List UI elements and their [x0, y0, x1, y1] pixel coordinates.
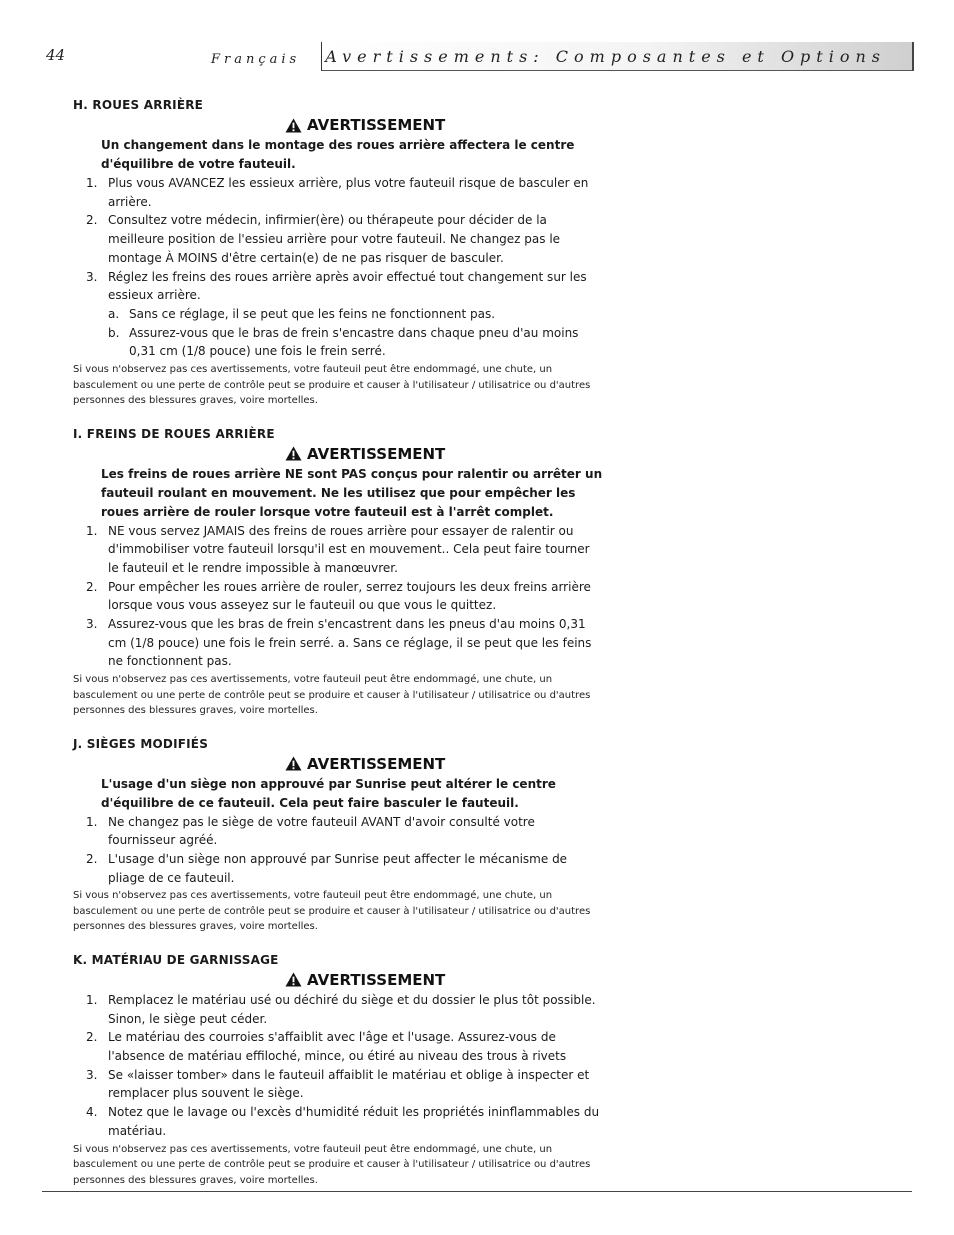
list-item-number: 2. — [86, 579, 98, 594]
list-item-number: 2. — [86, 852, 98, 867]
list-item-number: 2. — [86, 213, 98, 228]
section-title: H. ROUES ARRIÈRE — [73, 98, 204, 112]
list-item — [73, 813, 603, 850]
sub-list — [108, 305, 603, 361]
warning-triangle-icon — [285, 755, 302, 772]
list-item-text: Assurez-vous que les bras de frein s'encastrent dans les pneus d'au moins 0,31 cm (1/8 pouce) une fois le frein serré. a. Sans ce réglage, il se peut que les feins ne fonctionnent pas. — [108, 617, 592, 669]
list-item-text: Se «laisser tomber» dans le fauteuil affaiblit le matériau et oblige à inspecter et remplacer plus souvent le siège. — [108, 1067, 590, 1101]
list-item-text: Plus vous AVANCEZ les essieux arrière, plus votre fauteuil risque de basculer en arrière. — [108, 176, 589, 209]
section-spacer — [73, 409, 603, 425]
list-item-number: 1. — [86, 992, 98, 1007]
warning-header — [285, 969, 603, 991]
warning-header — [285, 443, 603, 465]
consequence-note: Si vous n'observez pas ces avertissements, votre fauteuil peut être endommagé, une chute, un basculement ou une perte de contrôle peut se produire et causer à l'utilisateur / utilisatrice ou d'autres personnes des blessures graves, voire mortelles. — [73, 890, 591, 933]
section — [73, 935, 603, 1188]
warning-text: Un changement dans le montage des roues arrière affectera le centre d'équilibre de votre fauteuil. — [101, 138, 575, 171]
warning-text: L'usage d'un siège non approuvé par Sunrise peut altérer le centre d'équilibre de ce fauteuil. Cela peut faire basculer le fauteuil. — [101, 776, 556, 810]
section — [73, 96, 603, 409]
consequence-note: Si vous n'observez pas ces avertissements, votre fauteuil peut être endommagé, une chute, un basculement ou une perte de contrôle peut se produire et causer à l'utilisateur / utilisatrice ou d'autres personnes des blessures graves, voire mortelles. — [73, 364, 591, 407]
list-item-text: Notez que le lavage ou l'excès d'humidité réduit les propriétés ininflammables du matériau. — [108, 1105, 600, 1138]
sub-item-text: Sans ce réglage, il se peut que les feins ne fonctionnent pas. — [129, 306, 496, 321]
list-item — [73, 522, 603, 578]
list-item-number: 3. — [86, 269, 98, 284]
list-item-text: Réglez les freins des roues arrière après avoir effectué tout changement sur les essieux arrière. — [108, 269, 587, 303]
consequence-note: Si vous n'observez pas ces avertissements, votre fauteuil peut être endommagé, une chute, un basculement ou une perte de contrôle peut se produire et causer à l'utilisateur / utilisatrice ou d'autres personnes des blessures graves, voire mortelles. — [73, 1143, 591, 1186]
warning-list — [73, 522, 603, 672]
section-spacer — [73, 935, 603, 951]
warning-header — [285, 114, 603, 136]
list-item-text: NE vous servez JAMAIS des freins de roues arrière pour essayer de ralentir ou d'immobiliser votre fauteuil lorsqu'il est en mouvement.. Cela peut faire tourner le fauteuil et le rendre impossible à manœuvrer. — [108, 523, 590, 575]
list-item — [73, 578, 603, 615]
list-item — [73, 268, 603, 362]
sub-list-item — [108, 305, 603, 324]
main-content — [73, 96, 603, 1188]
list-item-text: Remplacez le matériau usé ou déchiré du siège et du dossier le plus tôt possible. Sinon, le siège peut céder. — [108, 992, 596, 1026]
list-item-text: Le matériau des courroies s'affaiblit avec l'âge et l'usage. Assurez-vous de l'absence de matériau effiloché, mince, ou étiré au niveau des trous à rivets — [108, 1030, 567, 1064]
section-title: J. SIÈGES MODIFIÉS — [73, 736, 209, 751]
warning-list — [73, 174, 603, 361]
list-item-number: 1. — [86, 814, 98, 829]
section — [73, 409, 603, 719]
list-item — [73, 615, 603, 671]
warning-list — [73, 991, 603, 1141]
warning-label: AVERTISSEMENT — [307, 116, 446, 134]
list-item-number: 2. — [86, 1030, 98, 1045]
header-title: Avertissements: Composantes et Options — [325, 47, 886, 66]
sub-item-letter: a. — [108, 306, 120, 321]
list-item-number: 4. — [86, 1105, 98, 1120]
list-item — [73, 850, 603, 887]
section-title: K. MATÉRIAU DE GARNISSAGE — [73, 952, 279, 967]
list-item — [73, 1028, 603, 1065]
list-item-number: 1. — [86, 176, 98, 190]
list-item-number: 3. — [86, 617, 98, 632]
list-item — [73, 1103, 603, 1140]
sub-item-letter: b. — [108, 325, 120, 340]
header-title-band — [322, 42, 914, 71]
warning-triangle-icon — [285, 971, 302, 988]
list-item-number: 3. — [86, 1067, 98, 1082]
warning-triangle-icon — [285, 117, 302, 134]
warning-triangle-icon — [285, 445, 302, 462]
warning-label: AVERTISSEMENT — [307, 754, 446, 773]
list-item-text: L'usage d'un siège non approuvé par Sunrise peut affecter le mécanisme de pliage de ce fauteuil. — [108, 852, 568, 885]
list-item — [73, 991, 603, 1028]
warning-label: AVERTISSEMENT — [307, 970, 446, 989]
section — [73, 719, 603, 935]
list-item-text: Consultez votre médecin, infirmier(ère) ou thérapeute pour décider de la meilleure position de l'essieu arrière pour votre fauteuil. Ne changez pas le montage À MOINS d'être certain(e) de ne pas risquer de basculer. — [108, 213, 561, 265]
consequence-note: Si vous n'observez pas ces avertissements, votre fauteuil peut être endommagé, une chute, un basculement ou une perte de contrôle peut se produire et causer à l'utilisateur / utilisatrice ou d'autres personnes des blessures graves, voire mortelles. — [73, 674, 591, 717]
section-title: I. FREINS DE ROUES ARRIÈRE — [73, 426, 275, 441]
sub-item-text: Assurez-vous que le bras de frein s'encastre dans chaque pneu d'au moins 0,31 cm (1/8 pouce) une fois le frein serré. — [129, 325, 579, 359]
section-spacer — [73, 719, 603, 735]
bottom-rule — [42, 1191, 912, 1192]
language-label: Français — [211, 52, 301, 67]
page-header — [0, 0, 954, 80]
warning-header — [285, 753, 603, 775]
warning-list — [73, 813, 603, 888]
list-item-text: Ne changez pas le siège de votre fauteuil AVANT d'avoir consulté votre fournisseur agréé. — [108, 814, 535, 848]
list-item-text: Pour empêcher les roues arrière de rouler, serrez toujours les deux freins arrière lorsque vous vous asseyez sur le fauteuil ou que vous le quittez. — [108, 579, 591, 613]
list-item — [73, 1066, 603, 1103]
warning-label: AVERTISSEMENT — [307, 444, 446, 463]
warning-text: Les freins de roues arrière NE sont PAS conçus pour ralentir ou arrêter un fauteuil roulant en mouvement. Ne les utilisez que pour empêcher les roues arrière de rouler lorsque votre fauteuil est à l'arrêt complet. — [101, 466, 603, 519]
page-number: 44 — [46, 46, 66, 64]
sub-list-item — [108, 324, 603, 361]
list-item-number: 1. — [86, 523, 98, 538]
list-item — [73, 174, 603, 211]
list-item — [73, 211, 603, 267]
